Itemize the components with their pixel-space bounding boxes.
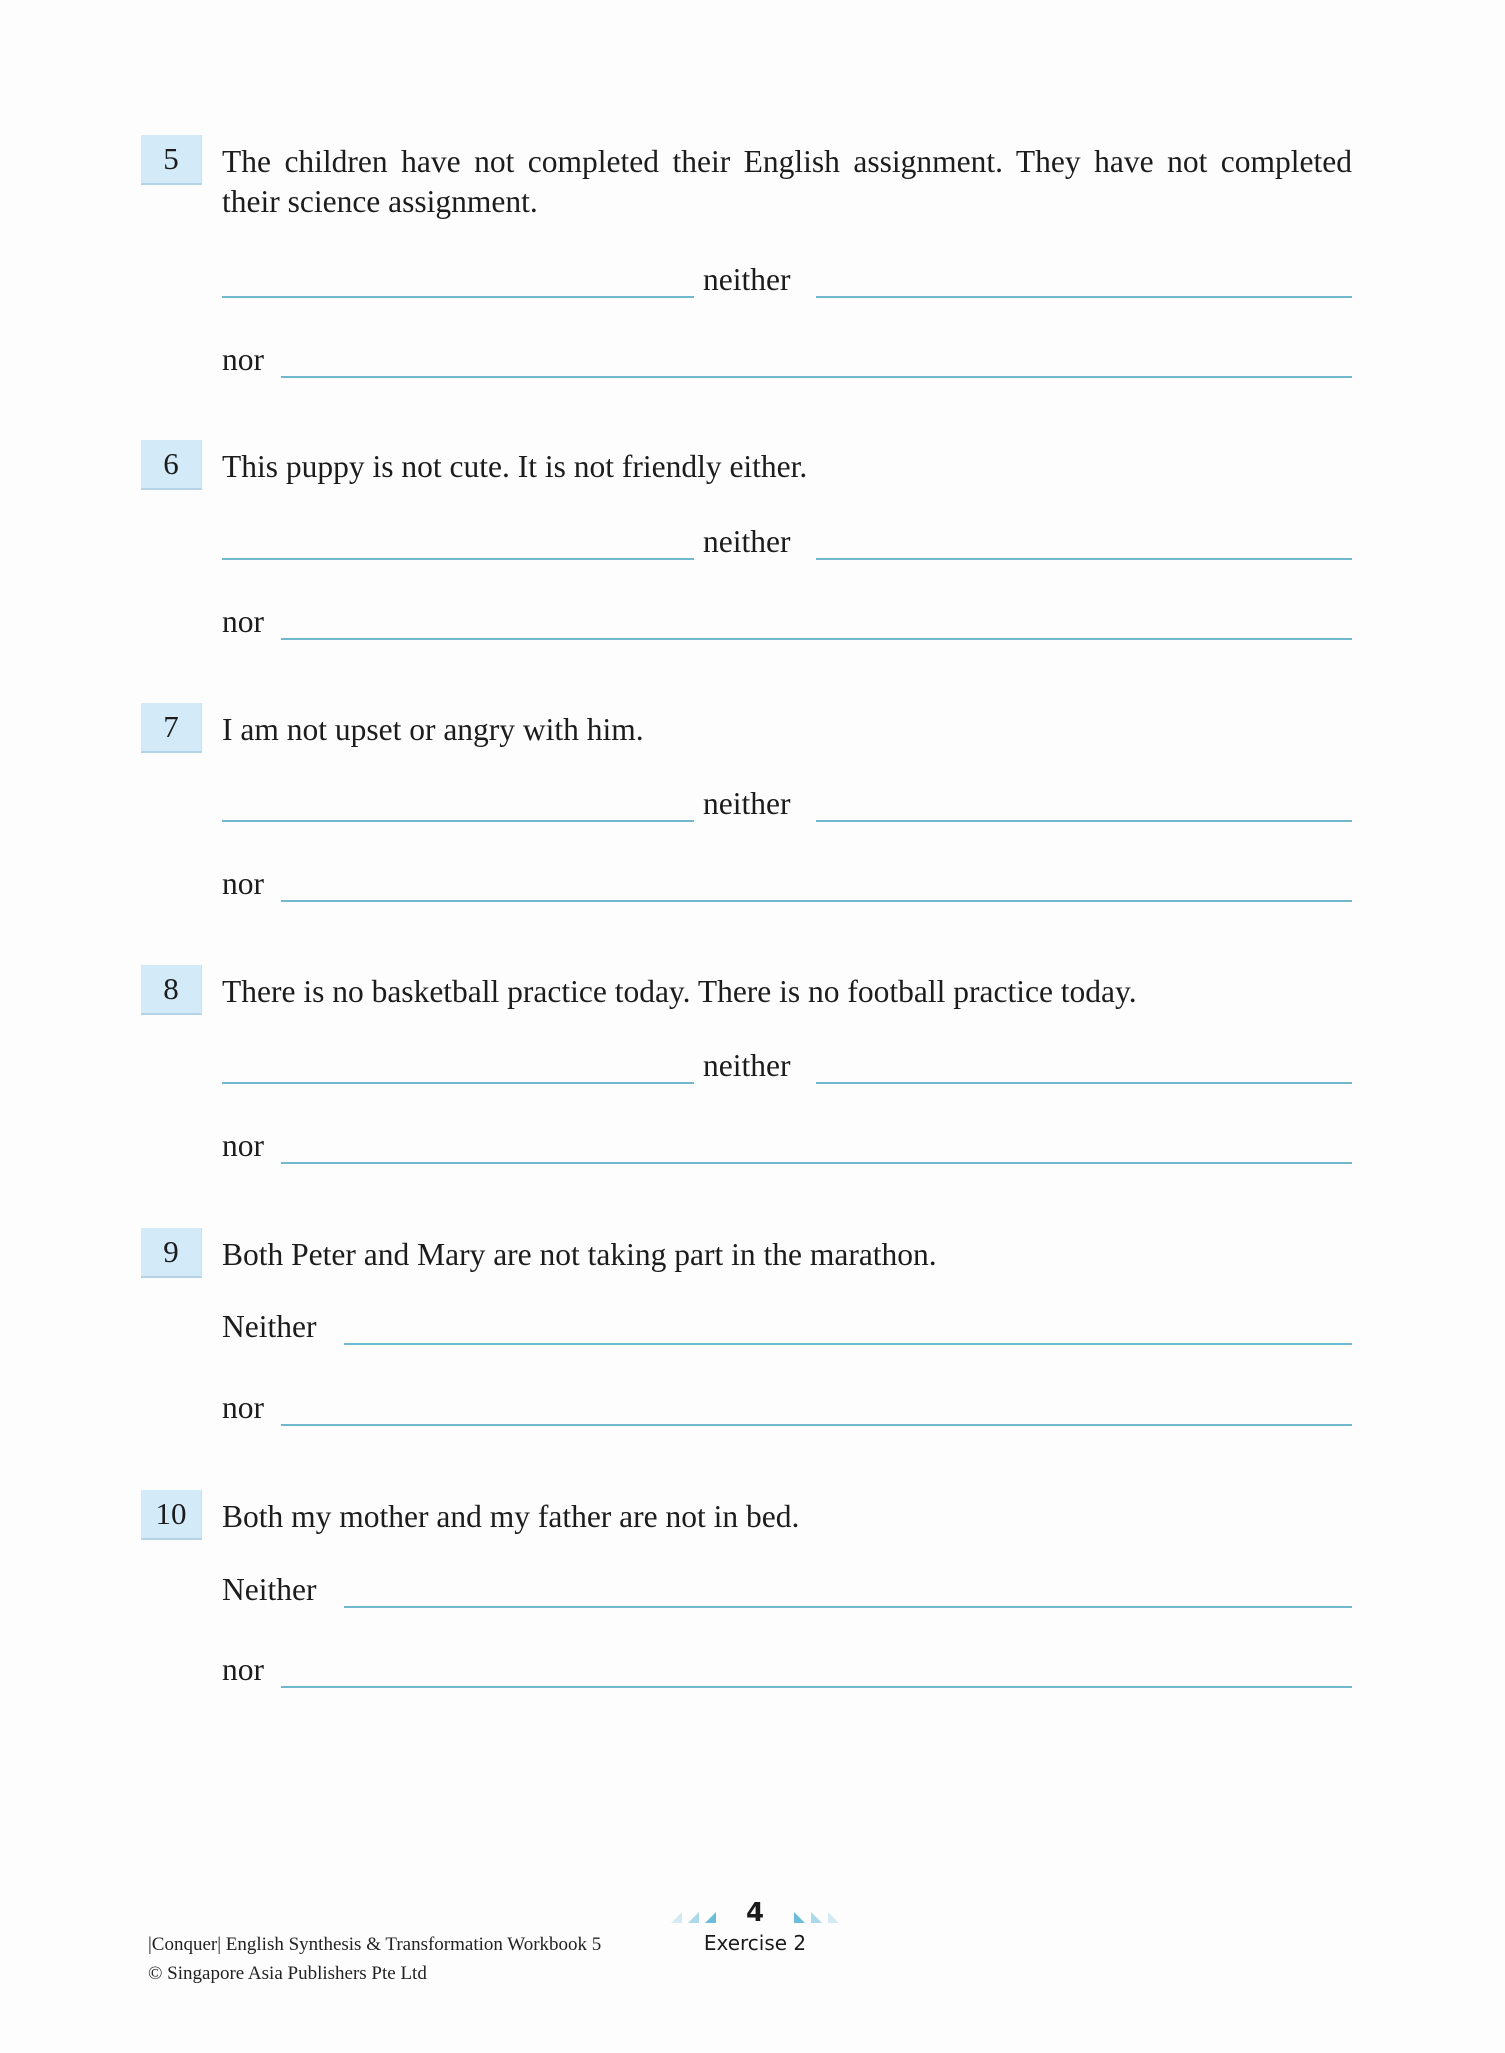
- book-title: |Conquer| English Synthesis & Transformation Workbook 5: [148, 1934, 602, 1955]
- answer-blank[interactable]: [281, 376, 1352, 378]
- copyright: © Singapore Asia Publishers Pte Ltd: [148, 1963, 427, 1984]
- question-number-badge: 9: [141, 1228, 202, 1278]
- answer-blank-left[interactable]: [222, 296, 694, 298]
- answer-blank-right[interactable]: [816, 558, 1352, 560]
- keyword-neither: Neither: [222, 1572, 317, 1607]
- answer-blank[interactable]: [281, 1162, 1352, 1164]
- answer-blank[interactable]: [344, 1606, 1352, 1608]
- keyword-nor: nor: [222, 1652, 264, 1687]
- question-sentence: The children have not completed their English assignment. They have not completed their science assignment.: [222, 144, 1352, 219]
- answer-row-nor: [222, 338, 1352, 378]
- question-sentence: I am not upset or angry with him.: [222, 712, 644, 747]
- exercise-label: Exercise 2: [703, 1931, 807, 1955]
- question-number-badge: 8: [141, 965, 202, 1015]
- answer-blank-left[interactable]: [222, 558, 694, 560]
- question-sentence: Both my mother and my father are not in bed.: [222, 1499, 800, 1534]
- question-sentence: This puppy is not cute. It is not friendly either.: [222, 449, 808, 484]
- answer-blank[interactable]: [344, 1343, 1352, 1345]
- keyword-neither: neither: [703, 262, 791, 297]
- answer-row-neither: [222, 782, 1352, 822]
- left-arrows-icon: [668, 1910, 719, 1928]
- question-sentence: There is no basketball practice today. There is no football practice today.: [222, 974, 1137, 1009]
- question-sentence: Both Peter and Mary are not taking part in the marathon.: [222, 1237, 937, 1272]
- answer-row-neither: [222, 1044, 1352, 1084]
- answer-row-nor: [222, 600, 1352, 640]
- keyword-nor: nor: [222, 604, 264, 639]
- footer-credits: [148, 1930, 601, 1988]
- answer-blank-left[interactable]: [222, 820, 694, 822]
- answer-row-neither: [222, 258, 1352, 298]
- answer-blank-left[interactable]: [222, 1082, 694, 1084]
- question-number-badge: 5: [141, 135, 202, 185]
- page-number: 4: [745, 1898, 765, 1928]
- answer-row-nor: [222, 1386, 1352, 1426]
- keyword-neither: neither: [703, 1048, 791, 1083]
- answer-row-neither: [222, 1568, 1352, 1608]
- keyword-neither: neither: [703, 524, 791, 559]
- question-number-badge: 6: [141, 440, 202, 490]
- answer-blank[interactable]: [281, 638, 1352, 640]
- keyword-neither: Neither: [222, 1309, 317, 1344]
- right-arrows-icon: [791, 1910, 842, 1928]
- answer-blank[interactable]: [281, 1686, 1352, 1688]
- question-number-badge: 10: [141, 1490, 202, 1540]
- answer-row-neither: [222, 520, 1352, 560]
- answer-row-nor: [222, 1648, 1352, 1688]
- page-indicator: [660, 1898, 850, 1956]
- answer-blank-right[interactable]: [816, 820, 1352, 822]
- answer-blank-right[interactable]: [816, 1082, 1352, 1084]
- answer-blank-right[interactable]: [816, 296, 1352, 298]
- keyword-nor: nor: [222, 1390, 264, 1425]
- keyword-nor: nor: [222, 1128, 264, 1163]
- answer-blank[interactable]: [281, 900, 1352, 902]
- keyword-neither: neither: [703, 786, 791, 821]
- answer-row-neither: [222, 1305, 1352, 1345]
- answer-blank[interactable]: [281, 1424, 1352, 1426]
- answer-row-nor: [222, 862, 1352, 902]
- keyword-nor: nor: [222, 342, 264, 377]
- question-number-badge: 7: [141, 703, 202, 753]
- answer-row-nor: [222, 1124, 1352, 1164]
- keyword-nor: nor: [222, 866, 264, 901]
